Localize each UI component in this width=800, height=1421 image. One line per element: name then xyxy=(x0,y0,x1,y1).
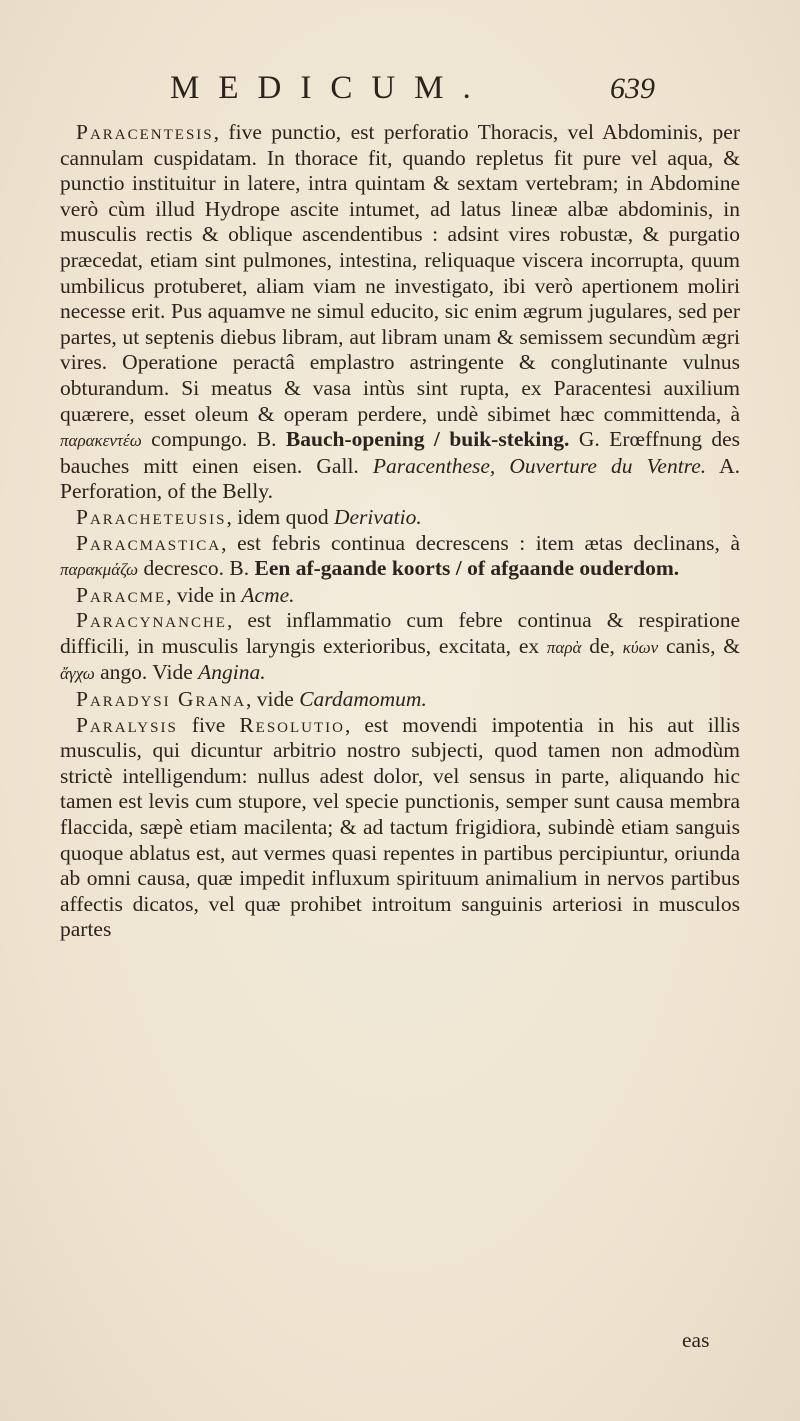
greek-term: παρακμάζω xyxy=(60,560,139,580)
definition-text: de, xyxy=(589,633,615,658)
definition-text: decresco. B. xyxy=(143,556,250,581)
headword: Paracmastica xyxy=(76,530,222,555)
headword: Paradysi Grana xyxy=(76,687,247,712)
page-header xyxy=(0,70,800,120)
headword: Paralysis xyxy=(76,712,178,737)
cross-reference: Angina. xyxy=(198,660,266,685)
greek-term: ἄγχω xyxy=(60,664,95,684)
headword: Paracme xyxy=(76,582,167,607)
greek-term: κύων xyxy=(622,637,659,657)
blackletter-term: Bauch-opening / buik-steking. xyxy=(285,427,570,452)
definition-text: , idem quod xyxy=(226,504,329,529)
french-term: Paracenthese, Ouverture du Ventre. xyxy=(372,453,707,478)
running-title: MEDICUM. xyxy=(170,70,490,106)
cross-reference: Derivatio. xyxy=(333,504,422,529)
definition-text: five xyxy=(191,712,226,737)
cross-reference: Cardamomum. xyxy=(299,687,427,712)
headword-synonym: Resolutio xyxy=(239,712,345,737)
greek-term: παρὰ xyxy=(546,637,582,657)
definition-text: , est febris continua decrescens : item ætas declinans, à xyxy=(221,530,740,555)
entry-paracme xyxy=(60,583,740,609)
entry-paracentesis xyxy=(60,120,740,505)
definition-text: , est inflammatio cum febre continua & respiratione difficili, in musculis laryngis exterioribus, excitata, ex xyxy=(60,608,740,658)
greek-term: παρακεντέω xyxy=(60,431,142,451)
definition-text: A. Perforation, of the Belly. xyxy=(60,453,740,504)
catchword: eas xyxy=(682,1328,710,1352)
headword: Paracheteusis xyxy=(76,504,227,529)
entry-paralysis xyxy=(60,713,740,943)
dictionary-text xyxy=(60,120,740,943)
definition-text: , five punctio, est perforatio Thoracis, vel Abdominis, per cannulam cuspidatam. In thorace fit, quando repletus fit pure vel aqua, & punctio instituitur in latere, intra quintam & sextam vertebram; in Abdomine verò cùm illud Hydrope ascite intumet, ad latus lineæ albæ abdominis, in musculis rectis & oblique ascendentibus : adsint vires robustæ, & purgatio præcedat, etiam sint pulmones, intestina, reliquaque viscera incorrupta, quum umbilicus protuberet, aliam viam ne investigato, ibi verò apertionem moliri necesse erit. Pus aquamve ne simul educito, sic enim ægrum jugulares, sed per partes, ut septenis diebus libram, aut libram unam & semissem secundùm ægri vires. Operatione peractâ emplastro astringente & conglutinante vulnus obturandum. Si meatus & vasa intùs sint rupta, ex Paracentesi auxilium quærere, esset oleum & operam perdere, undè sibimet hæc committenda, à xyxy=(60,120,740,426)
definition-text: G. Erœffnung des bauches mitt einen eisen. Gall. xyxy=(60,427,741,478)
entry-paracmastica xyxy=(60,531,740,583)
headword: Paracentesis xyxy=(76,120,214,144)
entry-paracheteusis xyxy=(60,505,740,531)
blackletter-term: Een af-gaande koorts / of afgaande ouderdom. xyxy=(254,556,680,581)
definition-text: ango. Vide xyxy=(100,660,193,685)
entry-paradysi-grana xyxy=(60,687,740,713)
definition-text: , vide in xyxy=(166,582,237,607)
entry-paracynanche xyxy=(60,608,740,687)
headword: Paracynanche xyxy=(76,608,227,633)
definition-text: compungo. B. xyxy=(151,427,277,452)
definition-text: canis, & xyxy=(665,633,741,658)
definition-text: , est movendi impotentia in his aut illis musculis, qui dicuntur arbitrio nostro subjecti, quod tamen non admodùm strictè intelligendum: nullus adest dolor, vel sensus in parte, aliquando hic tamen est levis cum stupore, vel specie punctionis, semper sunt causa membra flaccida, sæpè etiam macilenta; & ad tactum frigidiora, subindè etiam sanguis quoque ablatus est, aut vermes quasi repentes in partibus percipiuntur, oriunda ab omni causa, quæ impedit influxum spirituum animalium in nervos partibus affectis dicatos, vel quæ prohibet introitum sanguinis arteriosi in musculos partes xyxy=(60,712,740,942)
cross-reference: Acme. xyxy=(241,582,295,607)
definition-text: , vide xyxy=(246,687,294,712)
page-number: 639 xyxy=(610,72,655,105)
